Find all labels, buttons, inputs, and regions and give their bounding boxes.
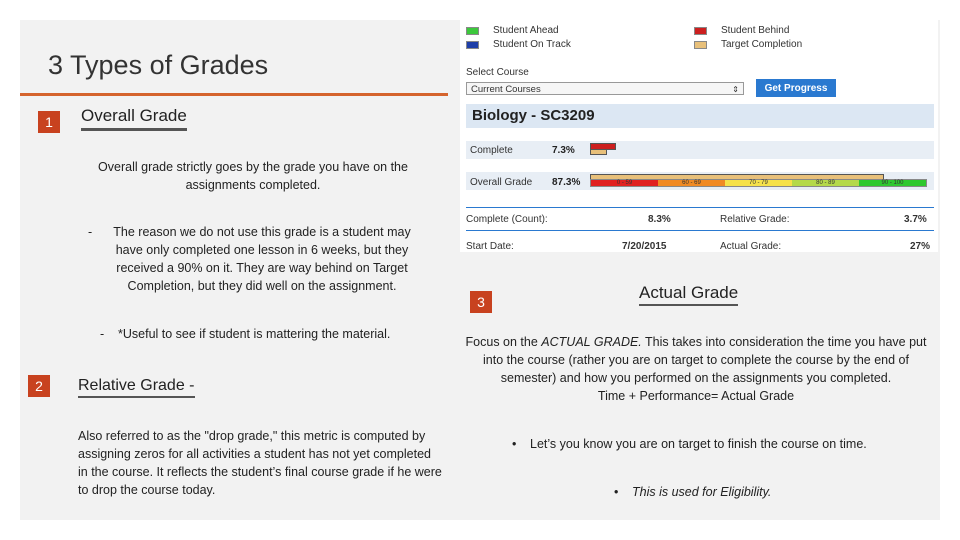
progress-app-screenshot: [460, 20, 938, 252]
overall-grade-description: Overall grade strictly goes by the grade you have on the assignments completed.: [98, 160, 408, 192]
overall-grade-value: 87.3%: [552, 177, 581, 188]
legend-swatch: [466, 27, 479, 35]
actual-grade-description: [460, 333, 932, 405]
actual-grade-heading: [639, 283, 738, 303]
legend-swatch: [694, 41, 707, 49]
relative-grade-description: Also referred to as the "drop grade," this metric is computed by assigning zeros for all activities a student has not yet completed in the course. It reflects the student’s final course grade if he were to drop the course today.: [78, 429, 442, 497]
title-accent-rule: [20, 93, 448, 96]
legend-label: Student On Track: [493, 39, 571, 50]
heading-underline: [639, 304, 738, 306]
complete-count-value: 8.3%: [648, 214, 671, 225]
course-name-header: Biology - SC3209: [466, 104, 934, 128]
grade-band-scale: [590, 179, 927, 187]
course-select-value: Current Courses: [471, 84, 541, 95]
relative-grade-heading-text: Relative Grade -: [78, 377, 195, 394]
select-arrows-icon: ⇕: [732, 85, 739, 94]
complete-target-bar: [590, 149, 607, 155]
grade-band-segment: 90 - 100: [859, 180, 926, 186]
section-2-badge: 2: [28, 375, 50, 397]
legend-swatch: [466, 41, 479, 49]
bullet-marker: •: [614, 485, 619, 499]
relative-grade-label: Relative Grade:: [720, 214, 790, 225]
legend-target-completion: [694, 39, 802, 50]
legend-label: Student Behind: [721, 25, 790, 36]
overall-grade-bullet-useful: *Useful to see if student is mattering the material.: [118, 327, 391, 341]
section-3-badge: 3: [470, 291, 492, 313]
complete-row: [466, 141, 934, 159]
bullet-marker: •: [512, 437, 517, 451]
legend-student-ahead: [466, 25, 559, 36]
actual-grade-label: Actual Grade:: [720, 241, 782, 252]
relative-grade-heading: [78, 377, 195, 395]
grade-band-segment: 80 - 89: [792, 180, 859, 186]
complete-label: Complete: [470, 145, 513, 156]
legend-label: Student Ahead: [493, 25, 559, 36]
overall-grade-heading: [81, 106, 187, 126]
bullet-marker: -: [100, 327, 105, 341]
complete-count-label: Complete (Count):: [466, 214, 548, 225]
legend-student-on-track: [466, 39, 571, 50]
grade-band-segment: 0 - 59: [591, 180, 658, 186]
actual-grade-description-prefix: Focus on the: [465, 335, 542, 349]
heading-underline: [81, 128, 187, 131]
actual-grade-bullet-eligibility: This is used for Eligibility.: [632, 485, 772, 499]
actual-grade-bullet-on-target: Let’s you know you are on target to finish the course on time.: [530, 437, 867, 451]
legend-label: Target Completion: [721, 39, 803, 50]
start-date-value: 7/20/2015: [622, 241, 667, 252]
divider: [466, 207, 934, 208]
relative-grade-value: 3.7%: [904, 214, 927, 225]
grade-band-segment: 70 - 79: [725, 180, 792, 186]
overall-grade-label: Overall Grade: [470, 177, 533, 188]
select-course-label: Select Course: [466, 67, 529, 78]
course-select[interactable]: [466, 82, 744, 95]
actual-grade-formula: Time + Performance= Actual Grade: [597, 389, 795, 403]
overall-grade-heading-text: Overall Grade: [81, 106, 187, 125]
legend-student-behind: [694, 25, 789, 36]
bullet-marker: -: [88, 225, 93, 239]
actual-grade-value: 27%: [910, 241, 931, 252]
actual-grade-emphasis: ACTUAL GRADE.: [541, 335, 642, 349]
actual-grade-description-rest: This takes into consideration the time you have put into the course (rather you are on target to complete the course by the end of semester) and how you performed on the assignments you completed.: [483, 335, 927, 385]
get-progress-button[interactable]: Get Progress: [756, 79, 836, 97]
overall-grade-bullet-reason: The reason we do not use this grade is a student may have only completed one lesson in 6 weeks, but they received a 90% on it. They are way behind on Target Completion, but they did well on the assignment.: [113, 225, 411, 293]
slide-title: 3 Types of Grades: [48, 50, 269, 80]
grade-band-segment: 60 - 69: [658, 180, 725, 186]
actual-grade-heading-text: Actual Grade: [639, 283, 739, 302]
section-1-badge: 1: [38, 111, 60, 133]
complete-value: 7.3%: [552, 145, 575, 156]
legend-swatch: [694, 27, 707, 35]
heading-underline: [78, 396, 195, 398]
divider: [466, 230, 934, 231]
start-date-label: Start Date:: [466, 241, 514, 252]
